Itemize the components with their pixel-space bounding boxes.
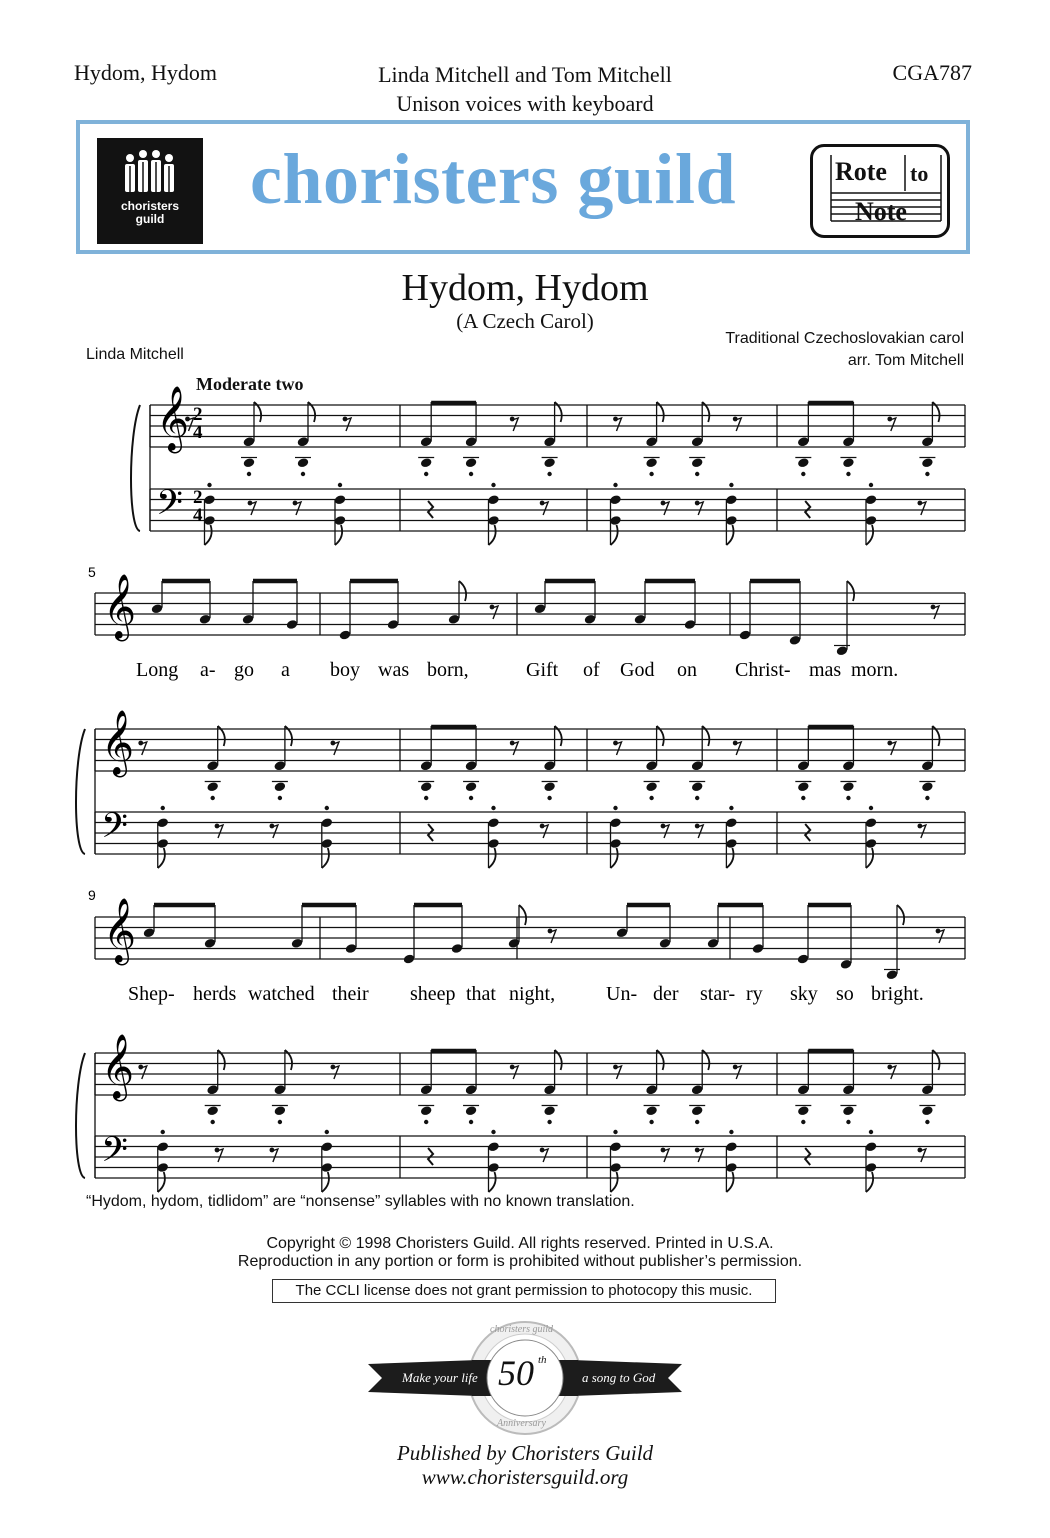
staccato-dot xyxy=(695,1120,699,1124)
notehead xyxy=(420,1105,433,1116)
treble-clef-icon: 𝄞 xyxy=(156,386,190,451)
lyric: sheep xyxy=(410,983,456,1005)
staccato-dot xyxy=(729,483,733,487)
rest-stroke xyxy=(333,742,339,755)
lyric: go xyxy=(234,659,254,681)
lyric: was xyxy=(378,659,410,681)
rest-stroke xyxy=(697,1149,703,1162)
flag xyxy=(335,525,342,545)
staccato-dot xyxy=(547,796,551,800)
staccato-dot xyxy=(247,472,251,476)
eighth-rest xyxy=(613,417,621,431)
staccato-dot xyxy=(491,483,495,487)
eighth-rest xyxy=(661,1148,669,1162)
staccato-dot xyxy=(925,1120,929,1124)
notehead xyxy=(797,1105,810,1116)
lyricist-credit: Linda Mitchell xyxy=(86,346,184,363)
rest-stroke xyxy=(217,825,223,838)
staccato-dot xyxy=(278,1120,282,1124)
eighth-rest xyxy=(661,824,669,838)
brace xyxy=(131,405,140,531)
seal-ring-bottom: Anniversary xyxy=(497,1418,546,1429)
flag xyxy=(205,525,212,545)
eighth-rest xyxy=(931,605,939,619)
staccato-dot xyxy=(649,796,653,800)
flag xyxy=(897,905,904,925)
rest-stroke xyxy=(250,502,256,515)
lyric: morn. xyxy=(851,659,899,681)
source-credit: Traditional Czechoslovakian carol xyxy=(725,330,964,347)
staccato-dot xyxy=(695,796,699,800)
notehead xyxy=(243,457,256,468)
notehead xyxy=(465,1105,478,1116)
staccato-dot xyxy=(211,1120,215,1124)
lyric: Un- xyxy=(606,983,638,1005)
brace xyxy=(76,729,85,854)
footnote: “Hydom, hydom, tidlidom” are “nonsense” syllables with no known translation. xyxy=(86,1193,635,1210)
staccato-dot xyxy=(649,1120,653,1124)
notehead xyxy=(465,457,478,468)
lyric: a- xyxy=(200,659,216,681)
notehead xyxy=(921,781,934,792)
notehead xyxy=(921,1105,934,1116)
header-voicing: Unison voices with keyboard xyxy=(396,91,654,116)
eighth-rest xyxy=(510,741,518,755)
rest-stroke xyxy=(616,1066,622,1079)
time-sig-top-bass: 2 xyxy=(193,487,203,508)
notehead xyxy=(274,1105,287,1116)
eighth-rest xyxy=(733,1065,741,1079)
flag xyxy=(158,848,165,868)
notehead xyxy=(543,781,556,792)
lyric: so xyxy=(836,983,854,1005)
logo-line-2: guild xyxy=(135,212,165,226)
staccato-dot xyxy=(547,1120,551,1124)
staccato-dot xyxy=(207,483,211,487)
catalog-number: CGA787 xyxy=(892,60,972,85)
staccato-dot xyxy=(846,1120,850,1124)
staccato-dot xyxy=(869,806,873,810)
publisher-info xyxy=(0,1441,1050,1489)
rest-stroke xyxy=(616,418,622,431)
lyric: on xyxy=(677,659,697,681)
eighth-rest xyxy=(917,824,925,838)
flag xyxy=(726,848,733,868)
staccato-dot xyxy=(547,472,551,476)
rest-stroke xyxy=(512,742,518,755)
tempo-marking: Moderate two xyxy=(196,374,304,394)
staccato-dot xyxy=(925,796,929,800)
rest-stroke xyxy=(920,825,926,838)
eighth-rest xyxy=(733,417,741,431)
notehead xyxy=(274,781,287,792)
lyric: Christ- xyxy=(735,659,791,681)
rest-stroke xyxy=(697,502,703,515)
copyright-notice xyxy=(0,1235,1040,1271)
notehead xyxy=(206,781,219,792)
eighth-rest xyxy=(613,1065,621,1079)
header-title: Hydom, Hydom xyxy=(74,60,217,85)
eighth-rest xyxy=(540,1148,548,1162)
treble-clef-icon: 𝄞 xyxy=(103,898,137,963)
rest-stroke xyxy=(735,1066,741,1079)
rest-stroke xyxy=(345,418,351,431)
notehead xyxy=(645,1105,658,1116)
lyric: watched xyxy=(248,983,315,1005)
eighth-rest xyxy=(331,741,339,755)
lyric: star- xyxy=(700,983,736,1005)
notehead xyxy=(842,781,855,792)
piece-title: Hydom, Hydom xyxy=(401,267,649,309)
copyright-line-1: Copyright © 1998 Choristers Guild. All rights reserved. Printed in U.S.A. xyxy=(266,1235,774,1252)
staccato-dot xyxy=(613,806,617,810)
rest-stroke xyxy=(735,742,741,755)
staccato-dot xyxy=(469,796,473,800)
seal-suffix: th xyxy=(538,1354,547,1366)
eighth-rest xyxy=(917,1148,925,1162)
rest-stroke xyxy=(141,742,147,755)
lyric: boy xyxy=(330,659,360,681)
rest-stroke xyxy=(272,825,278,838)
lyric: herds xyxy=(193,983,237,1005)
lyric: of xyxy=(583,659,600,681)
lyric: mas xyxy=(809,659,842,681)
staccato-dot xyxy=(491,806,495,810)
eighth-rest xyxy=(138,1065,146,1079)
flag xyxy=(866,1172,873,1192)
rest-stroke xyxy=(217,1149,223,1162)
copyright-line-2: Reproduction in any portion or form is prohibited without publisher’s permission. xyxy=(237,1253,803,1270)
notehead xyxy=(842,1105,855,1116)
notehead xyxy=(420,457,433,468)
ccli-notice: The CCLI license does not grant permission to photocopy this music. xyxy=(272,1279,776,1303)
staccato-dot xyxy=(801,796,805,800)
rest-stroke xyxy=(697,825,703,838)
eighth-rest xyxy=(695,1148,703,1162)
rest-stroke xyxy=(920,1149,926,1162)
measure-number-9: 9 xyxy=(88,887,96,903)
staccato-dot xyxy=(925,472,929,476)
lyrics-system-3 xyxy=(128,983,924,1005)
header-authors: Linda Mitchell and Tom Mitchell xyxy=(378,62,672,87)
badge-word-rote: Rote xyxy=(835,157,887,186)
treble-clef-icon: 𝄞 xyxy=(103,574,137,639)
eighth-rest xyxy=(215,824,223,838)
staccato-dot xyxy=(869,483,873,487)
rest-stroke xyxy=(920,502,926,515)
staccato-dot xyxy=(424,472,428,476)
lyric: Shep- xyxy=(128,983,175,1005)
notehead xyxy=(420,781,433,792)
staccato-dot xyxy=(869,1130,873,1134)
flag xyxy=(866,848,873,868)
eighth-rest xyxy=(917,501,925,515)
lyric: God xyxy=(620,659,655,681)
rest-stroke xyxy=(333,1066,339,1079)
eighth-rest xyxy=(887,1065,895,1079)
eighth-rest xyxy=(510,417,518,431)
logo-line-1: choristers xyxy=(120,199,180,213)
eighth-rest xyxy=(936,929,944,943)
rest-stroke xyxy=(542,1149,548,1162)
notehead xyxy=(543,1105,556,1116)
eighth-rest xyxy=(293,501,301,515)
eighth-rest xyxy=(887,417,895,431)
rest-stroke xyxy=(512,1066,518,1079)
staccato-dot xyxy=(469,1120,473,1124)
publisher-url: www.choristersguild.org xyxy=(421,1465,629,1489)
flag xyxy=(158,1172,165,1192)
time-sig-bottom-bass: 4 xyxy=(193,505,203,526)
eighth-rest xyxy=(270,1148,278,1162)
bass-clef-icon: 𝄢 xyxy=(101,805,129,854)
time-signature xyxy=(193,404,203,526)
staccato-dot xyxy=(613,483,617,487)
eighth-rest xyxy=(510,1065,518,1079)
rest-stroke xyxy=(890,1066,896,1079)
flag xyxy=(459,581,466,601)
staccato-dot xyxy=(161,1130,165,1134)
rest-stroke xyxy=(542,825,548,838)
time-sig-top-treble: 2 xyxy=(193,404,203,425)
eighth-rest xyxy=(613,741,621,755)
flag xyxy=(611,848,618,868)
lyric: Long xyxy=(136,659,179,681)
rest-stroke xyxy=(492,606,498,619)
eighth-rest xyxy=(343,417,351,431)
lyrics-system-2 xyxy=(136,659,898,681)
lyric: that xyxy=(466,983,496,1005)
rest-stroke xyxy=(938,930,944,943)
eighth-rest xyxy=(540,501,548,515)
staccato-dot xyxy=(729,806,733,810)
notehead xyxy=(691,457,704,468)
flag xyxy=(519,905,526,925)
notehead xyxy=(206,1105,219,1116)
eighth-rest xyxy=(331,1065,339,1079)
seal-left-motto: Make your life xyxy=(402,1370,478,1385)
staccato-dot xyxy=(491,1130,495,1134)
eighth-rest xyxy=(661,501,669,515)
rest-stroke xyxy=(550,930,556,943)
lyric: bright. xyxy=(871,983,924,1005)
notehead xyxy=(797,781,810,792)
flag xyxy=(489,525,496,545)
flag xyxy=(726,1172,733,1192)
anniversary-seal xyxy=(360,1318,690,1438)
rest-stroke xyxy=(663,1149,669,1162)
lyric: a xyxy=(281,659,290,681)
lyric: Gift xyxy=(526,659,559,681)
piece-subtitle: (A Czech Carol) xyxy=(456,309,594,333)
notehead xyxy=(465,781,478,792)
eighth-rest xyxy=(138,741,146,755)
staccato-dot xyxy=(301,472,305,476)
notehead xyxy=(797,457,810,468)
rest-stroke xyxy=(272,1149,278,1162)
rest-stroke xyxy=(141,1066,147,1079)
badge-word-note: Note xyxy=(855,197,907,226)
seal-number: 50 xyxy=(498,1353,534,1393)
treble-clef-icon: 𝄞 xyxy=(101,1034,135,1099)
rest-stroke xyxy=(616,742,622,755)
flag xyxy=(611,1172,618,1192)
treble-clef-icon: 𝄞 xyxy=(101,710,135,775)
staccato-dot xyxy=(846,472,850,476)
eighth-rest xyxy=(215,1148,223,1162)
notehead xyxy=(297,457,310,468)
publisher-name: Published by Choristers Guild xyxy=(396,1441,654,1465)
staccato-dot xyxy=(801,472,805,476)
eighth-rest xyxy=(548,929,556,943)
brace xyxy=(76,1053,85,1178)
lyric: sky xyxy=(790,983,818,1005)
seal-ring-top: choristers guild xyxy=(490,1324,554,1335)
time-sig-bottom-treble: 4 xyxy=(193,422,203,443)
seal-right-motto: a song to God xyxy=(582,1370,656,1385)
rest-stroke xyxy=(295,502,301,515)
rest-stroke xyxy=(933,606,939,619)
bass-clef-icon: 𝄢 xyxy=(101,1129,129,1178)
rest-stroke xyxy=(890,418,896,431)
staccato-dot xyxy=(211,796,215,800)
eighth-rest xyxy=(490,605,498,619)
staccato-dot xyxy=(846,796,850,800)
staccato-dot xyxy=(325,806,329,810)
flag xyxy=(726,525,733,545)
rest-stroke xyxy=(735,418,741,431)
staccato-dot xyxy=(695,472,699,476)
flag xyxy=(489,1172,496,1192)
staccato-dot xyxy=(424,1120,428,1124)
brand-wordmark: choristers guild xyxy=(250,139,736,219)
eighth-rest xyxy=(248,501,256,515)
notehead xyxy=(645,781,658,792)
rest-stroke xyxy=(890,742,896,755)
measure-number-5: 5 xyxy=(88,564,96,580)
staccato-dot xyxy=(278,796,282,800)
staccato-dot xyxy=(338,483,342,487)
eighth-rest xyxy=(270,824,278,838)
lyric: ry xyxy=(746,983,763,1005)
eighth-rest xyxy=(887,741,895,755)
staccato-dot xyxy=(801,1120,805,1124)
rest-stroke xyxy=(512,418,518,431)
flag xyxy=(611,525,618,545)
flag xyxy=(847,581,854,601)
notehead xyxy=(645,457,658,468)
arranger-name: arr. Tom Mitchell xyxy=(847,352,964,369)
staccato-dot xyxy=(469,472,473,476)
staccato-dot xyxy=(649,472,653,476)
flag xyxy=(322,1172,329,1192)
lyric: born, xyxy=(427,659,469,681)
clefs-layer xyxy=(101,386,189,1178)
staccato-dot xyxy=(161,806,165,810)
notehead xyxy=(842,457,855,468)
flag xyxy=(322,848,329,868)
rest-stroke xyxy=(663,502,669,515)
lyric: their xyxy=(332,983,369,1005)
flag xyxy=(489,848,496,868)
rest-stroke xyxy=(542,502,548,515)
bass-clef-icon: 𝄢 xyxy=(156,482,184,531)
badge-word-to: to xyxy=(910,161,929,186)
staccato-dot xyxy=(613,1130,617,1134)
staccato-dot xyxy=(729,1130,733,1134)
notehead xyxy=(543,457,556,468)
eighth-rest xyxy=(695,501,703,515)
lyric: night, xyxy=(509,983,556,1005)
flag xyxy=(866,525,873,545)
eighth-rest xyxy=(695,824,703,838)
lyric: der xyxy=(653,983,679,1005)
eighth-rest xyxy=(540,824,548,838)
eighth-rest xyxy=(733,741,741,755)
notehead xyxy=(691,1105,704,1116)
staccato-dot xyxy=(325,1130,329,1134)
rest-stroke xyxy=(663,825,669,838)
notehead xyxy=(921,457,934,468)
notehead xyxy=(691,781,704,792)
staccato-dot xyxy=(424,796,428,800)
